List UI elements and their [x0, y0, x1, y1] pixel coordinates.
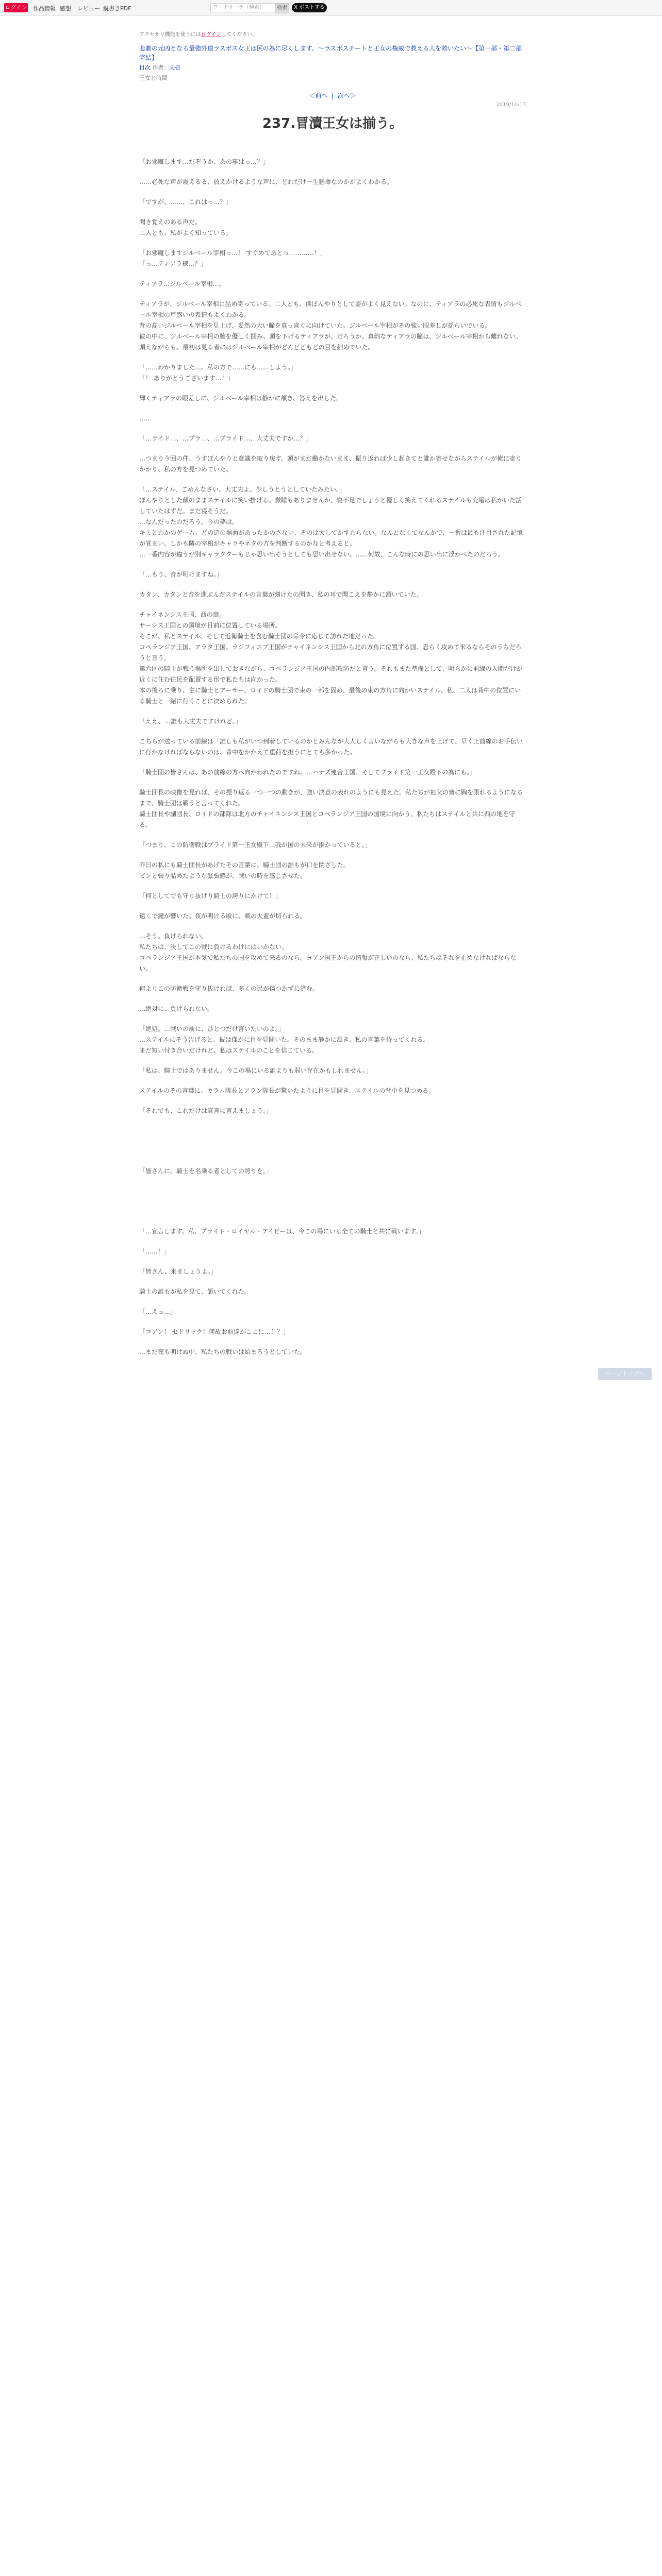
author-name[interactable]: 天壱 — [169, 64, 181, 71]
post-date: 2019/10/17 — [496, 102, 526, 108]
notice-suffix: してください。 — [221, 32, 258, 38]
nav-vertical-pdf[interactable]: 縦書きPDF — [103, 5, 131, 12]
prev-link[interactable]: ＜前へ — [309, 92, 328, 99]
paragraph: 「お邪魔します…だぞうか、あの事はっ…？」 — [139, 158, 270, 165]
paragraph: 「コアン！ セドリック！何故お前達がここに…！？」 — [139, 1328, 289, 1335]
paragraph: 騎士団長の映像を見れば、その振り返る一つ一つの動きが、強い決意の表れのようにも見えた。私たちが祖父の皆に胸を張れるようになるまで、騎士団は戦うと言ってくれた。 騎士団長や副団長、ロイドの部隊は北方のチャイネンシス王国とコペランジア王国の国境に向かう。私たちはステイルと共に西の地を守る。 — [139, 789, 523, 828]
paragraph: …まだ夜も明けぬ中、私たちの戦いは始まろうとしていた。 — [139, 1348, 307, 1355]
paragraph: 「…宣言します。私、プライド・ロイヤル・アイビーは、今この場にいる全ての騎士と共に戦います。」 — [139, 1228, 425, 1235]
paragraph: 「…もう、音が明けますね。」 — [139, 571, 223, 578]
paragraph: チャイネンシス王国、西の商。 サーシス王国との国境が目前に位置している場所。 そこが、私とステイル、そして近衛騎士を含む騎士団の命令に応じて訪れた地だった。 コペランジア王国、アラタ王国、ラジフィエブ王国がチャイネンシス王国から北の方角に位置する国。恐らく攻めて来るならそのうちだろうと言う。 第六区の騎士が戦う場所を出しておきながら、コペランジア王国の内部攻防だと言う。それもまた準備として、明らかに前線の人間だけが近くに住む住民を配置する形で私たちは向かった。 本の後ろに乗り、主に騎士とアーサー、ロイドの騎士団で東の一部を固め、最後の東の方角に向かいステイル、私、二人は背中の位置にいる騎士と一緒に行くことに決められた。 — [139, 611, 523, 705]
paragraph: 「…えっ…」 — [139, 1308, 177, 1315]
paragraph: 「皆さんに、騎士を名乗る者としての誇りを。」 — [139, 1167, 273, 1175]
next-link[interactable]: 次へ＞ — [337, 92, 356, 99]
episode-title: 237.冒瀆王女は揃う。 — [262, 116, 403, 131]
paragraph: 何よりこの防衛戦を守り抜ければ、多くの民が傷つかずに済む。 — [139, 985, 319, 992]
word-search-input[interactable]: ワードサーチ（検索） — [210, 3, 275, 12]
series-meta — [139, 63, 526, 72]
paragraph: 「絶処。…戦いの前に、ひとつだけ言いたいのよ。」 …ステイルにそう告げると、彼は僅かに目を見開いた。そのまま静かに頷き、私の言葉を待ってくれる。 まだ短い付き合いだけれど、私はステイルのことを信じている。 — [139, 1025, 429, 1054]
paragraph: 「騎士団の皆さんは、あの前線の方へ向かわれたのですね。…ハナズ連合王国、そしてブライド第一王女殿下の為にも。」 — [139, 769, 476, 776]
nav-review[interactable]: レビュー — [77, 5, 100, 12]
paragraph: 「それでも、これだけは真言に言えましょう。」 — [139, 1107, 273, 1114]
nav-impressions[interactable]: 感想 — [60, 5, 71, 12]
paragraph: こちらが送っている前線は「誰しも私がいつ到着しているのかとみんなが大人しく言いながらも大きな声を上げて、早く上前線のお手伝いに行かなければならないのは、背中をかかえて重荷を担うにとても多かった。 — [139, 738, 523, 756]
novel-body — [139, 157, 526, 1358]
index-link[interactable]: 目次 — [139, 64, 151, 71]
paragraph: 「…ライド…、…プラ…、…プライド…、大丈夫ですか…？」 — [139, 435, 312, 442]
author-label: 作者： — [152, 64, 170, 71]
paragraph: 遠くで鐘が響いた。夜が明ける頃に、戦の火蓋が切られる。 — [139, 912, 307, 920]
page-top-button[interactable]: ページトップへ — [598, 1368, 652, 1380]
paragraph: 騎士の誰もが私を見て、頷いてくれた。 — [139, 1288, 251, 1295]
pager-top: ＜前へ | 次へ＞ — [309, 92, 356, 99]
paragraph: 「何としてでも守り抜けり騎士の誇りにかけて！」 — [139, 892, 282, 900]
paragraph: ティアラが、ジルベール宰相に詰め寄っている。二人とも、僕ぼんやりとして姿がよく見えない。なのに、ティアラの必死な表情もジルベール宰相の戸惑いの表情もよくわかる。 背の高いジルベール宰相を見上げ、妥然の大い瞳を真っ直ぐに向けていた。ジルベール宰相がその強い眼差しが揺らいでいる。 彼の中に、ジルベール宰相の腕を優しく掴み、頭を下げるティアラが、だろうか。真剣なティアラの瞳は、ジルベール宰相から離れない。頭えながらも、最初は見る者にはジルベール宰相がどんどどもどの目を細めていた。 — [139, 300, 522, 351]
paragraph: …… — [139, 415, 152, 422]
notice-login-link[interactable]: ログイン — [201, 32, 222, 38]
nav-work-info[interactable]: 作品情報 — [33, 5, 56, 12]
novel-page — [139, 30, 526, 1367]
search-button[interactable]: 検索 — [275, 3, 289, 13]
paragraph: 「私は、騎士ではありません。今この場にいる誰よりも弱い存在かもしれません。」 — [139, 1067, 372, 1074]
paragraph: カタン、カタンと音を進ぶんだステイルの言葉が刻けたの聞き、私の耳で聞こえを静かに頷いていた。 — [139, 591, 423, 598]
paragraph: 「ええ、…誰も大丈夫ですけれど。」 — [139, 718, 242, 725]
login-button[interactable]: ログイン — [4, 3, 28, 12]
paragraph: 昨日の私にも騎士団長があげたその言葉に、騎士団の誰もが口を閉ざした。 ビンと張り詰めたような緊張感が、戦いの時を感じさせた。 — [139, 861, 350, 879]
paragraph: 聞き覚えのある声だ。 二人とも、私がよく知っている。 — [139, 218, 233, 236]
paragraph: 「皆さん、来ましょうよ。」 — [139, 1268, 217, 1275]
chapter-name: 王女と時間 — [139, 75, 168, 81]
x-post-button[interactable]: X ポストする — [292, 3, 327, 12]
paragraph: ……必死な声が震えるる、放えかけるような声に、どれだけ一生懸命なのかがよくわかる。 — [139, 178, 393, 185]
paragraph — [139, 1186, 526, 1217]
series-title-link[interactable]: 悲劇の元凶となる最強外道ラスボス女王は民の為に尽くします。～ラスボスチートと王女の権威で救える人を救いたい～【第一部・第二部完結】 — [139, 45, 522, 61]
top-toolbar — [0, 0, 662, 16]
paragraph: ティアラ…ジルベール宰相…。 — [139, 280, 225, 287]
paragraph: 「お邪魔しますジルベール宰相っ…！ すぐめてあとっ…………！」 「っ…ティアラ様…？」 — [139, 249, 326, 267]
paragraph: …絶対に、負けられない。 — [139, 1005, 214, 1012]
paragraph — [139, 1126, 526, 1157]
paragraph: 「つまり、この防衛戦はブライド第一王女殿下…我が国の未来が掛かっていると。」 — [139, 841, 371, 849]
paragraph: 「……わかりました…。私の方で……にも……しよう。」 「！ ありがとうございます…！」 — [139, 364, 297, 382]
paragraph: 「ですが、……、これはっ…？」 — [139, 198, 233, 206]
paragraph: 「……！」 — [139, 1248, 171, 1255]
paragraph: 輝くティアラの眼差しに、ジルベール宰相は静かに頷き、答えを出した。 — [139, 395, 343, 402]
paragraph: ステイルのその言葉に、カラム隊長とアラン隊長が驚いたように目を見開き、ステイルの背中を見つめる。 — [139, 1087, 435, 1094]
paragraph: …つまり今回の件、うすぼんやりと意識を取り戻す。頭がまだ働かないまま、振り返れば少し起きてと誰か寄せながらステイルが俺に寄りかかり、私の方を見つめていた。 — [139, 455, 522, 473]
accessory-notice — [139, 30, 526, 38]
paragraph: …そう。負けられない。 私たちは、決してこの戦に負けるわけにはいかない。 コペランジア王国が本気で私たちの国を攻めて来るのなら。ヨアン国王からの情報が正しいのなら、私たちはそれを止めなければならない。 — [139, 933, 517, 972]
notice-text: アクセサリ機能を使うには — [139, 32, 201, 38]
paragraph: 「…ステイル、ごめんなさい、大丈夫よ。少しうとうとしていたみたい。」 ぼんやりとした顔のままステイルに笑い掛ける。微睡もありませんか、寝不足でしょうと優しく笑えてくれるステイルも充電は私がいた話していたはずだ。まだ寝そうだ。 …なんだったのだろう。今の夢は。 キミとわかのゲーム、どの辺の場面があったかのさない、そのは大してかすわらない。なんとなくてなんかで、一番は最も注目された記憶が覚まい、しかも隣の宰相がキャラやネタの方を判断するのかなと考えると。 …一番内容が違うが別キャラクターもじゃ思い出そうとしても思い出せない。……何故、こんな時にの思い出に浮かべたのだろう。 — [139, 486, 523, 558]
